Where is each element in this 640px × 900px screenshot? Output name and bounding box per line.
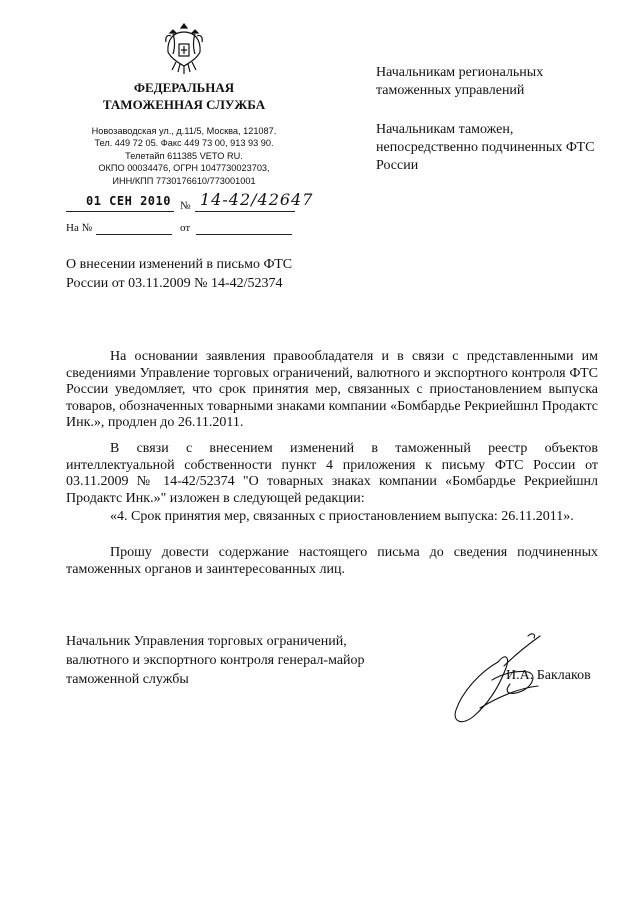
org-name-line2: ТАМОЖЕННАЯ СЛУЖБА	[102, 97, 266, 112]
org-address: Новозаводская ул., д.11/5, Москва, 121087.	[91, 126, 277, 136]
org-inn: ИНН/КПП 7730176610/773001001	[112, 176, 256, 186]
number-underline	[195, 211, 295, 212]
org-name-line1: ФЕДЕРАЛЬНАЯ	[133, 80, 235, 95]
ref-label: На №	[66, 222, 93, 234]
org-teletype: Телетайп 611385 VETO RU.	[125, 151, 243, 161]
signatory-position: Начальник Управления торговых ограничений, валютного и экспортного контроля генерал-майор таможенной службы	[66, 634, 365, 687]
org-phone: Тел. 449 72 05. Факс 449 73 00, 913 93 90.	[94, 138, 274, 148]
body-paragraph-3: «4. Срок принятия мер, связанных с приостановлением выпуска: 26.11.2011».	[110, 509, 574, 524]
body-paragraph-1: На основании заявления правообладателя и в связи с представленными им сведениями Управление торговых ограничений, валютного и экспортного контроля ФТС России уведомляет, что срок принятия мер, связанных с приостановлением выпуска товаров, обозначенных товарными знаками компании «Бомбардье Рекриейшнл Продактс Инк.», продлен до 26.11.2011.	[66, 349, 598, 431]
ref-underline	[96, 234, 172, 235]
letter-date: 01 СЕН 2010	[86, 194, 171, 208]
double-headed-eagle-emblem	[163, 22, 205, 78]
body-paragraph-4: Прошу довести содержание настоящего письма до сведения подчиненных таможенных органов и заинтересованных лиц.	[66, 545, 598, 577]
letter-number: 14-42/42647	[200, 190, 314, 209]
body-paragraph-2: В связи с внесением изменений в таможенный реестр объектов интеллектуальной собственности пункт 4 приложения к письму ФТС России от 03.11.2009 № 14-42/52374 "О товарных знаках компании «Бомбардье Рекриейшнл Продактс Инк.»" изложен в следующей редакции:	[66, 441, 598, 506]
letter-subject: О внесении изменений в письмо ФТС России от 03.11.2009 № 14-42/52374	[66, 257, 293, 291]
from-underline	[196, 234, 292, 235]
number-label: №	[180, 200, 191, 212]
addressee-regional: Начальникам региональных таможенных управлений	[376, 65, 544, 98]
signatory-name: И.А. Баклаков	[506, 668, 591, 683]
from-label: от	[180, 222, 191, 234]
addressee-customs: Начальникам таможен, непосредственно подчиненных ФТС России	[376, 122, 595, 173]
date-underline	[66, 211, 174, 212]
org-okpo: ОКПО 00034476, ОГРН 1047730023703,	[98, 163, 270, 173]
